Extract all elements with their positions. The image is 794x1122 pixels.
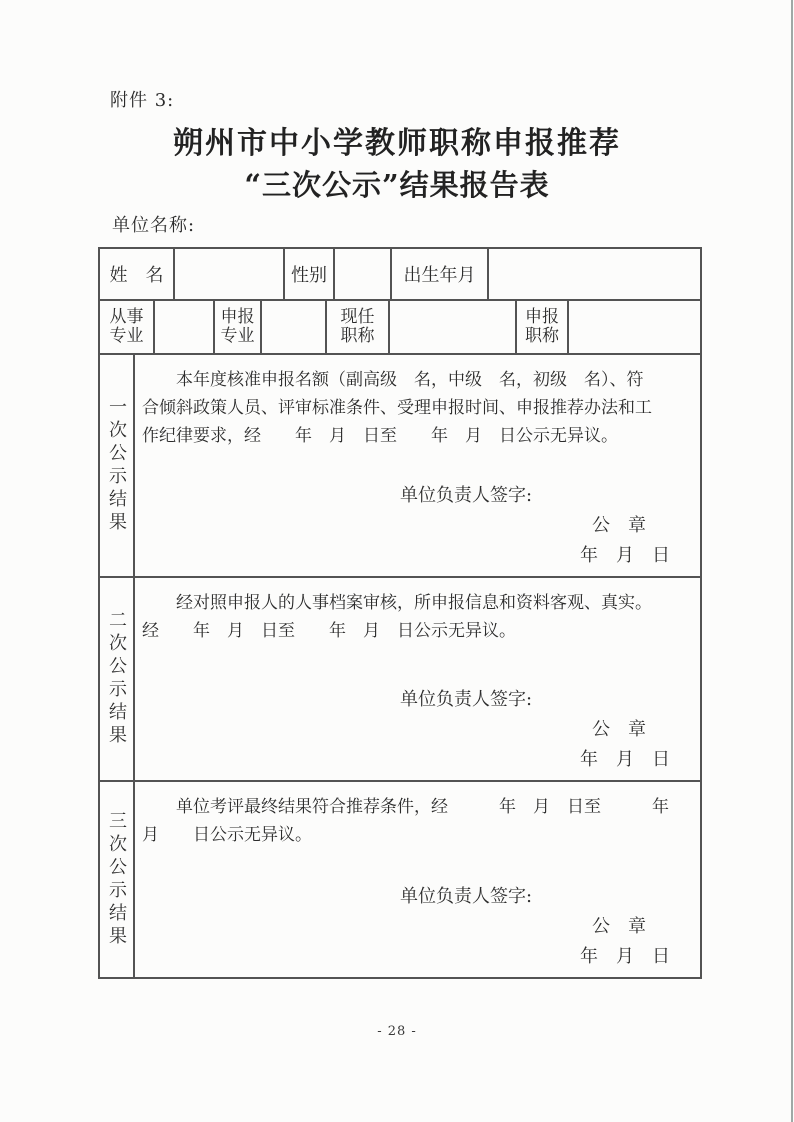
paragraph-line: 作纪律要求，经 年 月 日至 年 月 日公示无异议。 [142,426,618,446]
apply-major-value-cell [262,301,327,353]
date-label: 年 月 日 [580,545,670,566]
document-title-line2: “三次公示”结果报告表 [244,168,550,202]
apply-title-label-cell [517,301,569,353]
current-title-label: 现任职称 [340,307,375,346]
section-second-notice-result [100,576,700,780]
apply-title-label: 申报职称 [525,307,559,346]
gender-label-cell: 性别 [285,249,335,299]
document-title-line1: 朔州市中小学教师职称申报推荐 [173,126,621,161]
signature-label: 单位负责人签字: [400,485,533,506]
table-row-profession-info [100,299,700,353]
name-value-cell [175,249,285,299]
birth-date-value-cell [489,249,700,299]
section-second-body [135,578,700,780]
section-second-label-cell [100,578,135,780]
section-third-label-cell [100,782,135,977]
report-form-table [98,247,702,979]
unit-name-label: 单位名称: [112,215,196,236]
section-third-body [135,782,700,977]
name-label-cell: 姓 名 [100,249,175,299]
signature-label: 单位负责人签字: [400,689,533,710]
apply-major-label-cell [215,301,262,353]
signature-block [142,882,692,972]
official-seal-label: 公 章 [592,916,646,937]
current-title-value-cell [390,301,517,353]
table-row-personal-info [100,249,700,299]
signature-label: 单位负责人签字: [400,886,533,907]
engaged-major-label: 从事专业 [109,307,144,346]
birth-date-label-cell: 出生年月 [392,249,489,299]
apply-major-label: 申报专业 [220,307,255,346]
section-first-label-cell [100,355,135,576]
signature-block [142,481,692,571]
gender-value-cell [335,249,392,299]
signature-block [142,685,692,775]
apply-title-value-cell [569,301,700,353]
section-third-label: 三次公示结果 [106,810,127,949]
official-seal-label: 公 章 [592,719,646,740]
section-second-label: 二次公示结果 [106,610,127,748]
paragraph-line: 经 年 月 日至 年 月 日公示无异议。 [142,621,516,641]
paragraph-line: 单位考评最终结果符合推荐条件，经 年 月 日至 年 [176,797,669,817]
current-title-label-cell [327,301,390,353]
page-number: - 28 - [377,1024,417,1039]
official-seal-label: 公 章 [592,515,646,536]
section-first-notice-result [100,353,700,576]
section-first-label: 一次公示结果 [106,396,127,535]
engaged-major-value-cell [155,301,215,353]
engaged-major-label-cell [100,301,155,353]
attachment-label: 附件 3: [110,90,175,111]
paragraph-line: 合倾斜政策人员、评审标准条件、受理申报时间、申报推荐办法和工 [142,398,652,418]
paragraph-line: 本年度核准申报名额（副高级 名，中级 名，初级 名）、符 [176,370,644,390]
paragraph-line: 月 日公示无异议。 [142,825,312,845]
section-third-notice-result [100,780,700,977]
section-first-body [135,355,700,576]
paragraph-line: 经对照申报人的人事档案审核，所申报信息和资料客观、真实。 [176,593,652,613]
date-label: 年 月 日 [580,946,670,967]
date-label: 年 月 日 [580,749,670,770]
